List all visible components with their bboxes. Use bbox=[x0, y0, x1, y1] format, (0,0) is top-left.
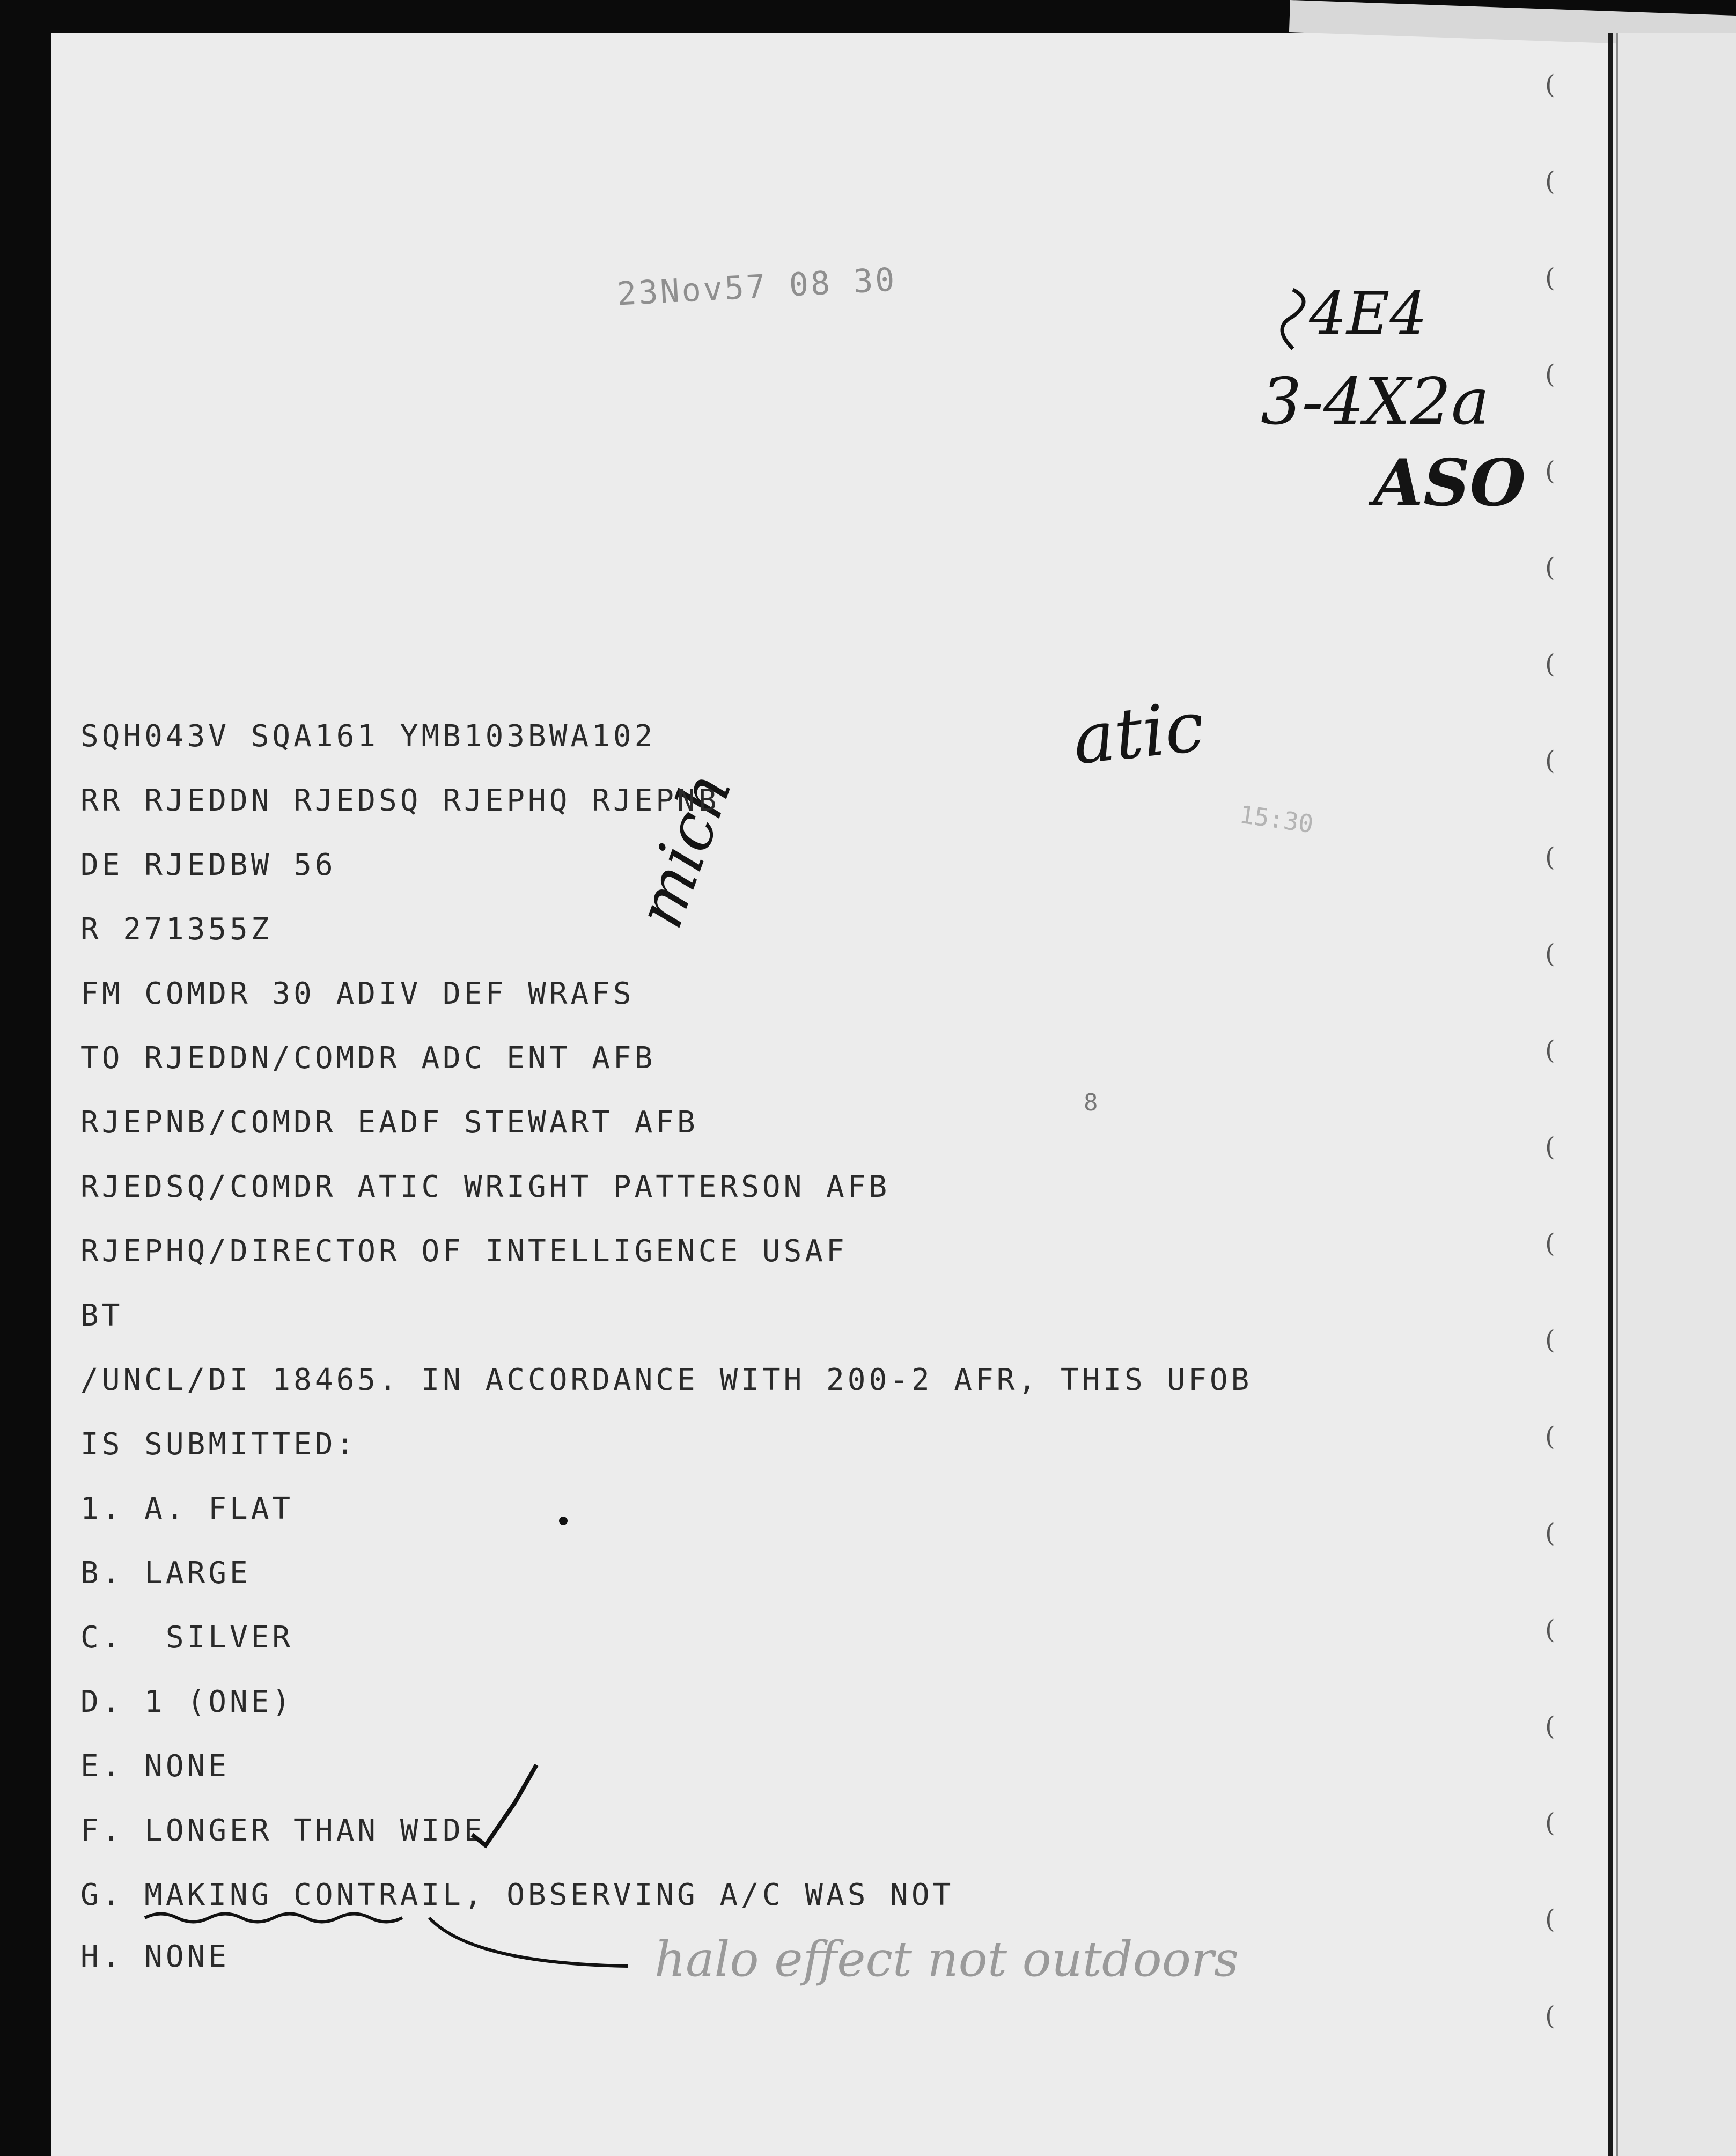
bracket-mark bbox=[1282, 290, 1304, 349]
body-line: 1. A. FLAT bbox=[80, 1491, 294, 1526]
body-line: E. NONE bbox=[80, 1749, 230, 1784]
routing-line: RJEDSQ/COMDR ATIC WRIGHT PATTERSON AFB bbox=[80, 1169, 891, 1204]
handwritten-file-ref-2: 3-4X2a bbox=[1261, 365, 1490, 439]
body-line: G. MAKING CONTRAIL, OBSERVING A/C WAS NOT bbox=[80, 1878, 954, 1912]
received-date-stamp: 23Nov57 08 30 bbox=[616, 261, 898, 313]
routing-line: SQH043V SQA161 YMB103BWA102 bbox=[80, 719, 656, 754]
handwritten-initials: ASO bbox=[1373, 445, 1526, 521]
connector-line bbox=[429, 1918, 628, 1966]
routing-line: FM COMDR 30 ADIV DEF WRAFS bbox=[80, 976, 635, 1011]
body-line: H. NONE bbox=[80, 1939, 230, 1974]
margin-mark: 8 bbox=[1084, 1089, 1101, 1116]
routing-line: TO RJEDDN/COMDR ADC ENT AFB bbox=[80, 1041, 656, 1076]
routing-line: R 271355Z bbox=[80, 912, 273, 947]
handwritten-margin-note: halo effect not outdoors bbox=[654, 1931, 1239, 1988]
routing-line: RR RJEDDN RJEDSQ RJEPHQ RJEPNB bbox=[80, 783, 720, 818]
body-line: /UNCL/DI 18465. IN ACCORDANCE WITH 200-2 AFR, THIS UFOB bbox=[80, 1363, 1253, 1397]
checkmark-icon bbox=[472, 1765, 536, 1845]
body-line: C. SILVER bbox=[80, 1620, 294, 1655]
body-line: F. LONGER THAN WIDE bbox=[80, 1813, 486, 1848]
routing-line: BT bbox=[80, 1298, 123, 1333]
routing-line: DE RJEDBW 56 bbox=[80, 848, 336, 882]
body-line: D. 1 (ONE) bbox=[80, 1684, 294, 1719]
handwritten-file-ref-1: 4E4 bbox=[1309, 279, 1428, 348]
body-line: B. LARGE bbox=[80, 1556, 251, 1591]
handwritten-atic: atic bbox=[1069, 685, 1208, 781]
dot-mark bbox=[559, 1517, 568, 1525]
routing-line: RJEPNB/COMDR EADF STEWART AFB bbox=[80, 1105, 698, 1140]
time-stamp: 15:30 bbox=[1237, 799, 1315, 839]
handwritten-mich: mich bbox=[622, 762, 747, 938]
wavy-underline bbox=[145, 1914, 402, 1922]
routing-line: RJEPHQ/DIRECTOR OF INTELLIGENCE USAF bbox=[80, 1234, 848, 1269]
body-line: IS SUBMITTED: bbox=[80, 1427, 358, 1462]
